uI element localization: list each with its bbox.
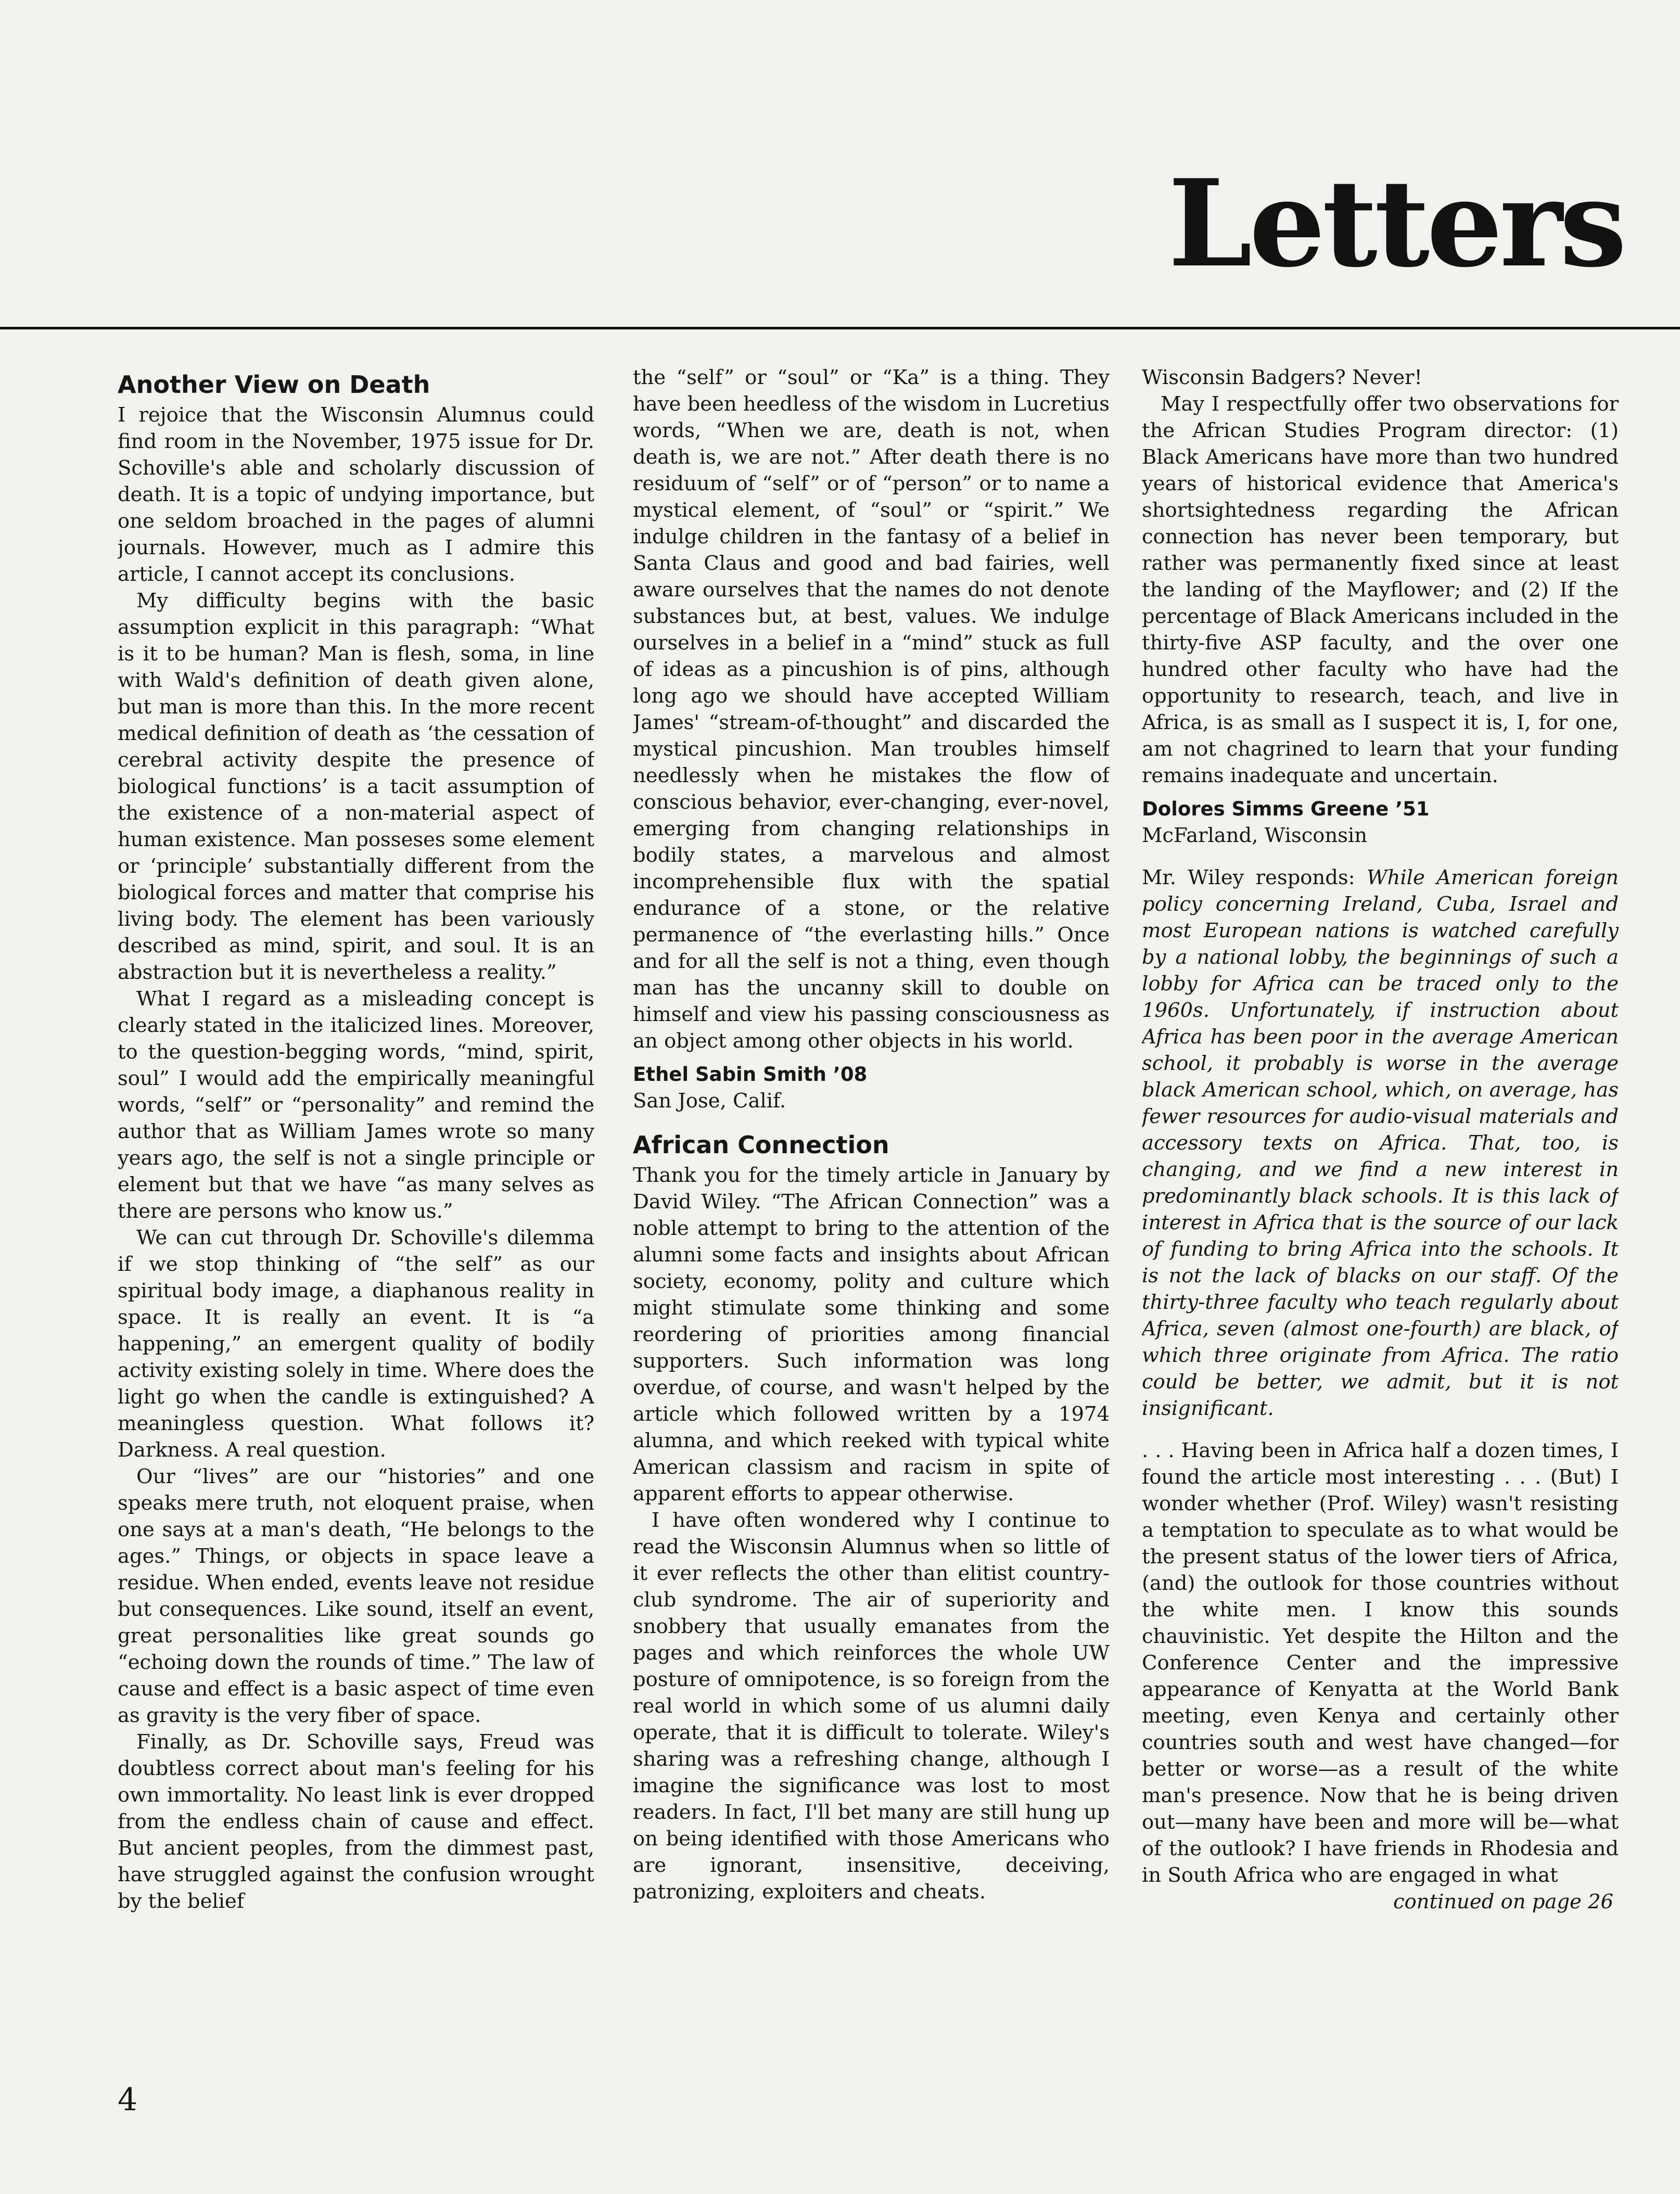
letter-paragraph: Finally, as Dr. Schoville says, Freud was doubtless correct about man's feeling for his own immortality. No least link is ever dropped from the endless chain of cause and effect. But ancient peoples, from the dimmest past, have struggled against the confusion wrought by the belief [118, 1730, 594, 1913]
section-title: Letters [1168, 154, 1624, 294]
column-2 [633, 364, 1110, 2092]
letter-signature: Dolores Simms Greene ’51 [1142, 798, 1430, 820]
letter-paragraph: I have often wondered why I continue to read the Wisconsin Alumnus when so little of it ever reflects the other than elitist country-club syndrome. The air of superiority and snobbery that usually emanates from the pages and which reinforces the whole UW posture of omnipotence, is so foreign from the real world in which some of us alumni daily operate, that it is difficult to tolerate. Wiley's sharing was a refreshing change, although I imagine the significance was lost to most readers. In fact, I'll bet many are still hung up on being identified with those Americans who are ignorant, insensitive, deceiving, patronizing, exploiters and cheats. [633, 1509, 1110, 1904]
page-number: 4 [118, 2082, 138, 2118]
response-text: While American foreign policy concerning Ireland, Cuba, Israel and most European nations is watched carefully by a national lobby, the beginnings of such a lobby for Africa can be traced only to the 1960s. Unfortunately, if instruction about Africa has been poor in the average American school, it probably is worse in the average black American school, which, on average, has fewer resources for audio-visual materials and accessory texts on Africa. That, too, is changing, and we find a new interest in predominantly black schools. It is this lack of interest in Africa that is the source of our lack of funding to bring Africa into the schools. It is not the lack of blacks on our staff. Of the thirty-three faculty who teach regularly about Africa, seven (almost one-fourth) are black, of which three originate from Africa. The ratio could be better, we admit, but it is not insignificant. [1142, 866, 1619, 1420]
column-1 [118, 364, 594, 2092]
letter-paragraph: We can cut through Dr. Schoville's dilemma if we stop thinking of “the self” as our spiritual body image, a diaphanous reality in space. It is really an event. It is “a happening,” an emergent quality of bodily activity existing solely in time. Where does the light go when the candle is extinguished? A meaningless question. What follows it? Darkness. A real question. [118, 1226, 594, 1462]
letter-paragraph: I rejoice that the Wisconsin Alumnus could find room in the November, 1975 issue for Dr. Schoville's able and scholarly discussion of death. It is a topic of undying importance, but one seldom broached in the pages of alumni journals. However, much as I admire this article, I cannot accept its conclusions. [118, 403, 594, 586]
letter-paragraph: What I regard as a misleading concept is clearly stated in the italicized lines. Moreover, to the question-begging words, “mind, spirit, soul” I would add the empirically meaningful words, “self” or “personality” and remind the author that as William James wrote so many years ago, the self is not a single principle or element but that we have “as many selves as there are persons who know us.” [118, 987, 594, 1223]
response-paragraph [1142, 864, 1619, 1422]
continued-note: continued on page 26 [1393, 1890, 1613, 1914]
column-3 [1142, 364, 1619, 2092]
letter-heading-african: African Connection [633, 1131, 889, 1159]
letter-paragraph: My difficulty begins with the basic assumption explicit in this paragraph: “What is it to be human? Man is flesh, soma, in line with Wald's definition of death given alone, but man is more than this. In the more recent medical definition of death as ‘the cessation of cerebral activity despite the presence of biological functions’ is a tacit assumption of the existence of a non-material aspect of human existence. Man posseses some element or ‘principle’ substantially different from the biological forces and matter that comprise his living body. The element has been variously described as mind, spirit, and soul. It is an abstraction but it is nevertheless a reality.” [118, 589, 594, 984]
letter-paragraph: . . . Having been in Africa half a dozen times, I found the article most interesting . . . (But) I wonder whether (Prof. Wiley) wasn't resisting a temptation to speculate as to what would be the present status of the lower tiers of Africa, (and) the outlook for those countries without the white men. I know this sounds chauvinistic. Yet despite the Hilton and the Conference Center and the impressive appearance of Kenyatta at the World Bank meeting, even Kenya and certainly other countries south and west have changed—for better or worse—as a result of the white man's presence. Now that he is being driven out—many have been and more will be—what of the outlook? I have friends in Rhodesia and in South Africa who are engaged in what [1142, 1439, 1619, 1887]
letter-paragraph: Thank you for the timely article in January by David Wiley. “The African Connection” was a noble attempt to bring to the attention of the alumni some facts and insights about African society, economy, polity and culture which might stimulate some thinking and some reordering of priorities among financial supporters. Such information was long overdue, of course, and wasn't helped by the article which followed written by a 1974 alumna, and which reeked with typical white American classism and racism in spite of apparent efforts to appear otherwise. [633, 1164, 1110, 1506]
letter-paragraph: Our “lives” are our “histories” and one speaks mere truth, not eloquent praise, when one says at a man's death, “He belongs to the ages.” Things, or objects in space leave a residue. When ended, events leave not residue but consequences. Like sound, itself an event, great personalities like great sounds go “echoing down the rounds of time.” The law of cause and effect is a basic aspect of time even as gravity is the very fiber of space. [118, 1465, 594, 1727]
letter-location: San Jose, Calif. [633, 1089, 786, 1113]
letter-paragraph: May I respectfully offer two observations for the African Studies Program director: (1) Black Americans have more than two hundred years of historical evidence that America's shortsightedness regarding the African connection has never been temporary, but rather was permanently fixed since at least the landing of the Mayflower; and (2) If the percentage of Black Americans included in the thirty-five ASP faculty, and the over one hundred other faculty who have had the opportunity to research, teach, and live in Africa, is as small as I suspect it is, I, for one, am not chagrined to learn that your funding remains inadequate and uncertain. [1142, 392, 1619, 787]
letter-paragraph: Wisconsin Badgers? Never! [1142, 366, 1422, 389]
letter-signature: Ethel Sabin Smith ’08 [633, 1063, 868, 1086]
response-lead: Mr. Wiley responds: [1142, 866, 1355, 889]
letter-location: McFarland, Wisconsin [1142, 824, 1367, 847]
header-rule [0, 327, 1680, 329]
letter-heading-death: Another View on Death [118, 371, 430, 399]
letter-paragraph: the “self” or “soul” or “Ka” is a thing. They have been heedless of the wisdom in Lucretius words, “When we are, death is not, when death is, we are not.” After death there is no residuum of “self” or of “person” or to name a mystical element, of “soul” or “spirit.” We indulge children in the fantasy of a belief in Santa Claus and good and bad fairies, well aware ourselves that the names do not denote substances but, at best, values. We indulge ourselves in a belief in a “mind” stuck as full of ideas as a pincushion is of pins, although long ago we should have accepted William James' “stream-of-thought” and discarded the mystical pincushion. Man troubles himself needlessly when he mistakes the flow of conscious behavior, ever-changing, ever-novel, emerging from changing relationships in bodily states, a marvelous and almost incomprehensible flux with the spatial endurance of a stone, or the relative permanence of “the everlasting hills.” Once and for all the self is not a thing, even though man has the uncanny skill to double on himself and view his passing consciousness as an object among other objects in his world. [633, 366, 1110, 1053]
